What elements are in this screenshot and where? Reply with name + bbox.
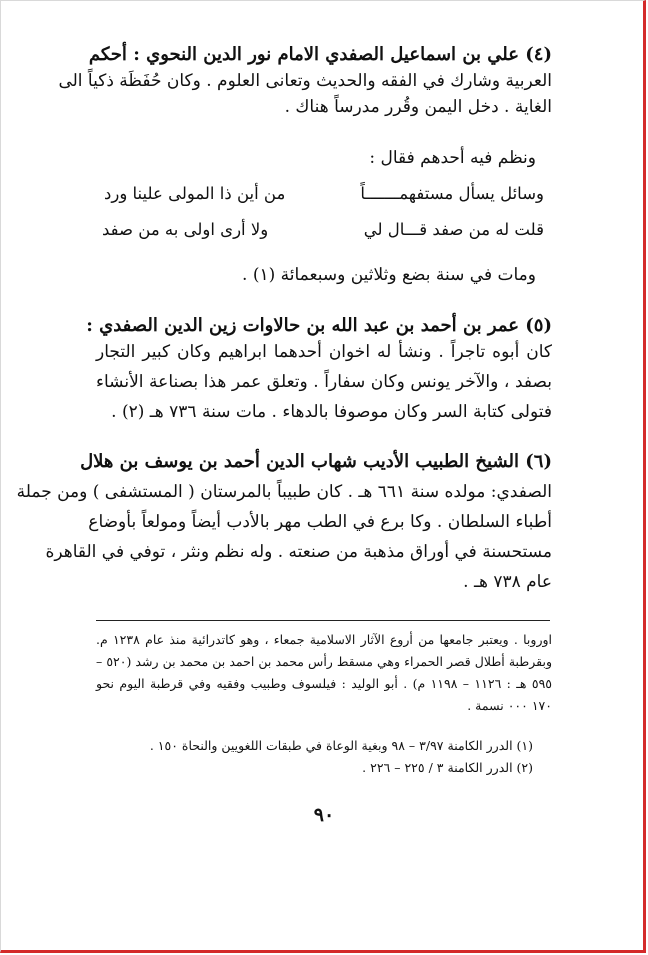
verse-1-first-hemistich: وسائل يسأل مستفهمـــــــاً — [360, 184, 544, 203]
verse-2-second-hemistich: ولا أرى اولى به من صفد — [102, 220, 269, 239]
text-line: بصفد ، والآخر يونس وكان سفاراً . وتعلق عمر هذا بصناعة الأنشاء — [96, 372, 552, 392]
footnote-1: (١) الدرر الكامنة ٣/٩٧ – ٩٨ وبغية الوعاة في طبقات اللغويين والنحاة ١٥٠ . — [149, 738, 533, 753]
text-line: الصفدي: مولده سنة ٦٦١ هـ . كان طبيباً بالمرستان ( المستشفى ) ومن جملة — [16, 482, 552, 502]
text-line: عام ٧٣٨ هـ . — [463, 572, 552, 592]
footnote-separator — [96, 620, 550, 621]
text-line: فتولى كتابة السر وكان موصوفا بالدهاء . مات سنة ٧٣٦ هـ (٢) . — [111, 402, 552, 422]
text-line: مستحسنة في أوراق مذهبة من صنعته . وله نظم ونثر ، توفي في القاهرة — [45, 542, 552, 562]
text-line: ونظم فيه أحدهم فقال : — [369, 148, 536, 168]
text-line: الغاية . دخل اليمن وقُرر مدرساً هناك . — [284, 97, 552, 117]
entry-4-heading: (٤) علي بن اسماعيل الصفدي الامام نور الدين النحوي : أحكم — [88, 44, 552, 65]
verse-1-second-hemistich: من أين ذا المولى علينا ورد — [104, 184, 286, 203]
text-line: العربية وشارك في الفقه والحديث وتعانى العلوم . وكان حُفَظَة ذكياً الى — [58, 71, 552, 91]
entry-5-heading: (٥) عمر بن أحمد بن عبد الله بن حالاوات زين الدين الصفدي : — [86, 315, 552, 336]
text-line: أطباء السلطان . وكا برع في الطب مهر بالأدب أيضاً ومولعاً بأوضاع — [88, 512, 552, 532]
verse-2-first-hemistich: قلت له من صفد قـــال لي — [363, 220, 544, 239]
footnote-line: ١٧٠ ٠٠٠ نسمة . — [467, 698, 552, 713]
entry-6-heading: (٦) الشيخ الطبيب الأديب شهاب الدين أحمد بن يوسف بن هلال — [80, 451, 552, 472]
page-number: ٩٠ — [313, 804, 335, 826]
footnote-2: (٢) الدرر الكامنة ٣ / ٢٢٥ – ٢٢٦ . — [362, 760, 533, 775]
text-line: ومات في سنة بضع وثلاثين وسبعمائة (١) . — [242, 265, 536, 285]
footnote-line: ٥٩٥ هـ : ١١٢٦ – ١١٩٨ م) . أبو الوليد : فيلسوف وطبيب وفقيه وفي قرطبة اليوم نحو — [96, 676, 553, 691]
footnote-line: اوروبا . ويعتبر جامعها من أروع الآثار الاسلامية جمعاء ، وهو كاتدرائية منذ عام ١٢٣٨ م. — [96, 632, 552, 647]
text-line: كان أبوه تاجراً . ونشأ له اخوان أحدهما ابراهيم وكان كبير التجار — [96, 342, 552, 362]
footnote-line: وبقرطبة أطلال قصر الحمراء وهي مسقط رأس محمد بن احمد بن محمد بن رشد (٥٢٠ – — [96, 654, 552, 669]
